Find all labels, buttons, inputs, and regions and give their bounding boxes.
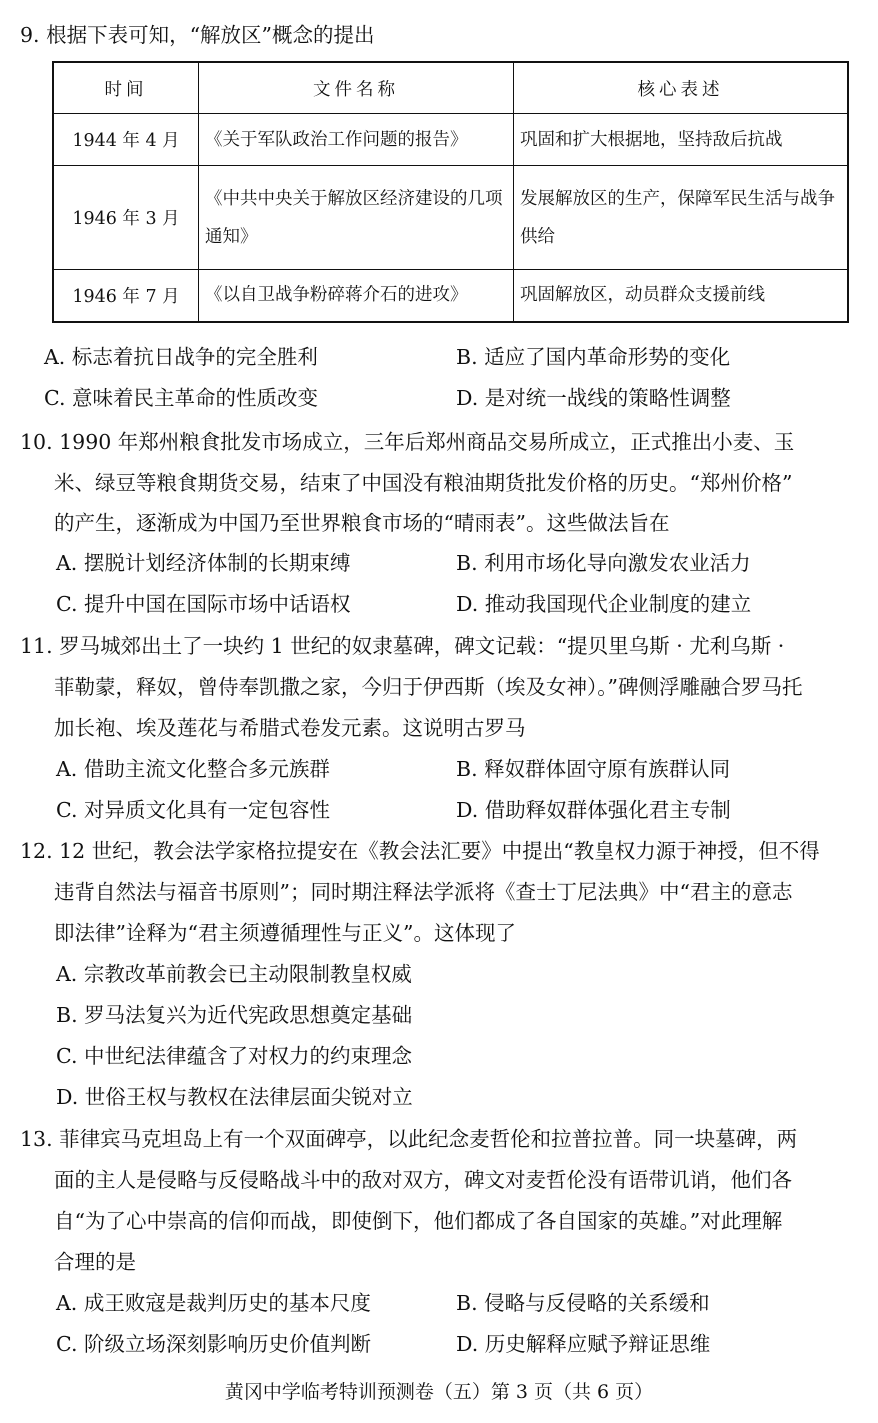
q11-line-2: 菲勒蒙，释奴，曾侍奉凯撒之家，今归于伊西斯（埃及女神）。”碑侧浮雕融合罗马托 xyxy=(54,675,803,699)
table-cell-document: 《关于军队政治工作问题的报告》 xyxy=(199,114,514,166)
q9-option-d: D. 是对统一战线的策略性调整 xyxy=(456,386,731,410)
q11-option-c: C. 对异质文化具有一定包容性 xyxy=(56,798,330,822)
q13-line-4: 合理的是 xyxy=(54,1250,136,1274)
q9-option-a: A. 标志着抗日战争的完全胜利 xyxy=(44,345,318,369)
table-header-row xyxy=(53,62,848,114)
q10-option-c: C. 提升中国在国际市场中话语权 xyxy=(56,592,351,616)
q9-stem: 9. 根据下表可知，“解放区”概念的提出 xyxy=(20,23,375,47)
page-footer: 黄冈中学临考特训预测卷（五）第 3 页（共 6 页） xyxy=(224,1381,654,1403)
q13-line-3: 自“为了心中崇高的信仰而战，即使倒下，他们都成了各自国家的英雄。”对此理解 xyxy=(54,1209,783,1233)
q10-option-a: A. 摆脱计划经济体制的长期束缚 xyxy=(56,551,351,575)
q11-option-b: B. 释奴群体固守原有族群认同 xyxy=(456,757,731,781)
q11-option-d: D. 借助释奴群体强化君主专制 xyxy=(456,798,731,822)
table-header-time: 时间 xyxy=(53,62,199,114)
table-cell-document: 《以自卫战争粉碎蒋介石的进攻》 xyxy=(199,270,514,322)
q9-option-c: C. 意味着民主革命的性质改变 xyxy=(44,386,318,410)
q12-option-a: A. 宗教改革前教会已主动限制教皇权威 xyxy=(56,962,412,986)
q11-option-a: A. 借助主流文化整合多元族群 xyxy=(56,757,330,781)
q9-table xyxy=(52,61,849,323)
table-cell-time: 1946 年 7 月 xyxy=(53,270,199,322)
q13-option-d: D. 历史解释应赋予辩证思维 xyxy=(456,1332,711,1356)
table-cell-time: 1944 年 4 月 xyxy=(53,114,199,166)
q9-option-b: B. 适应了国内革命形势的变化 xyxy=(456,345,731,369)
q12-option-d: D. 世俗王权与教权在法律层面尖锐对立 xyxy=(56,1085,413,1109)
q12-line-3: 即法律”诠释为“君主须遵循理性与正义”。这体现了 xyxy=(54,921,516,945)
table-cell-core: 巩固和扩大根据地，坚持敌后抗战 xyxy=(514,114,849,166)
q13-line-1: 13. 菲律宾马克坦岛上有一个双面碑亭，以此纪念麦哲伦和拉普拉普。同一块墓碑，两 xyxy=(20,1127,798,1151)
table-header-document: 文件名称 xyxy=(199,62,514,114)
q10-option-d: D. 推动我国现代企业制度的建立 xyxy=(456,592,752,616)
table-row xyxy=(53,166,848,270)
table-row xyxy=(53,270,848,322)
table-cell-core: 发展解放区的生产，保障军民生活与战争供给 xyxy=(514,166,849,270)
q13-option-c: C. 阶级立场深刻影响历史价值判断 xyxy=(56,1332,371,1356)
table-cell-time: 1946 年 3 月 xyxy=(53,166,199,270)
q10-line-2: 米、绿豆等粮食期货交易，结束了中国没有粮油期货批发价格的历史。“郑州价格” xyxy=(54,471,793,495)
table-row xyxy=(53,114,848,166)
q10-line-1: 10. 1990 年郑州粮食批发市场成立，三年后郑州商品交易所成立，正式推出小麦、玉 xyxy=(20,430,795,454)
q13-line-2: 面的主人是侵略与反侵略战斗中的敌对双方，碑文对麦哲伦没有语带讥诮，他们各 xyxy=(54,1168,792,1192)
table-cell-document: 《中共中央关于解放区经济建设的几项通知》 xyxy=(199,166,514,270)
q12-option-c: C. 中世纪法律蕴含了对权力的约束理念 xyxy=(56,1044,412,1068)
q10-option-b: B. 利用市场化导向激发农业活力 xyxy=(456,551,751,575)
table-header-core: 核心表述 xyxy=(514,62,849,114)
q12-option-b: B. 罗马法复兴为近代宪政思想奠定基础 xyxy=(56,1003,413,1027)
q13-option-b: B. 侵略与反侵略的关系缓和 xyxy=(456,1291,710,1315)
q11-line-3: 加长袍、埃及莲花与希腊式卷发元素。这说明古罗马 xyxy=(54,716,526,740)
table-cell-core: 巩固解放区，动员群众支援前线 xyxy=(514,270,849,322)
q12-line-2: 违背自然法与福音书原则”；同时期注释法学派将《查士丁尼法典》中“君主的意志 xyxy=(54,880,793,904)
q11-line-1: 11. 罗马城郊出土了一块约 1 世纪的奴隶墓碑，碑文记载：“提贝里乌斯 · 尤利乌斯 · xyxy=(20,634,785,658)
q13-option-a: A. 成王败寇是裁判历史的基本尺度 xyxy=(56,1291,371,1315)
q12-line-1: 12. 12 世纪，教会法学家格拉提安在《教会法汇要》中提出“教皇权力源于神授，但不得 xyxy=(20,839,820,863)
q10-line-3: 的产生，逐渐成为中国乃至世界粮食市场的“晴雨表”。这些做法旨在 xyxy=(54,511,670,535)
